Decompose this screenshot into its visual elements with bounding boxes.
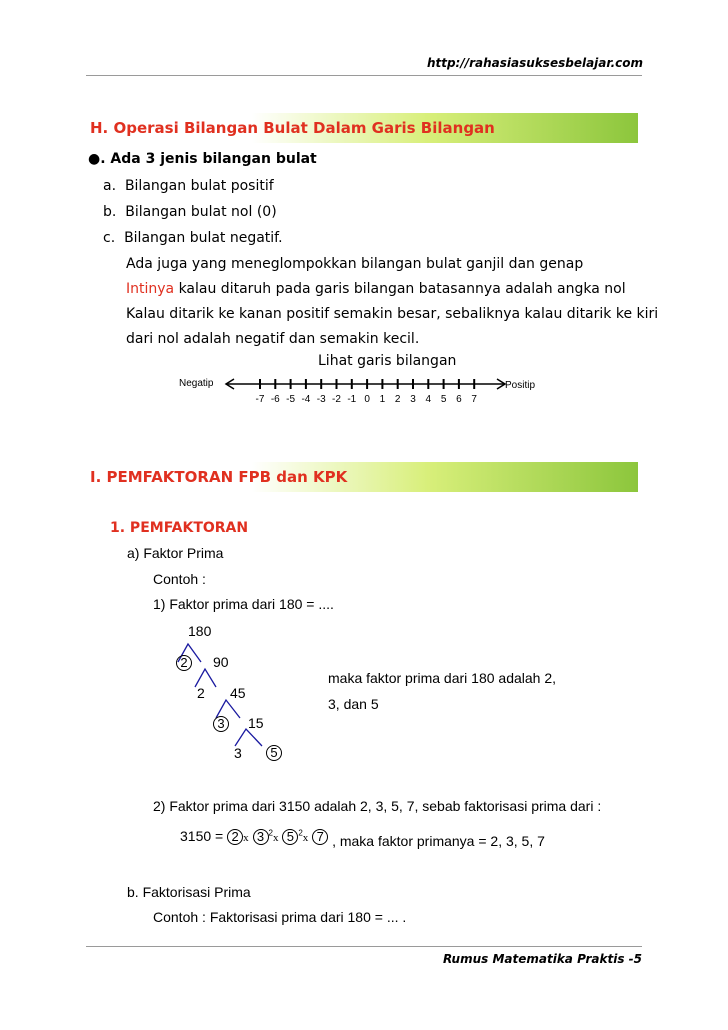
contoh-label: Contoh : — [153, 571, 206, 587]
list-item: a. Bilangan bulat positif — [103, 178, 274, 194]
number-line-tick-label: 3 — [410, 394, 416, 405]
number-line-tick-label: 7 — [471, 394, 477, 405]
paragraph-line: Kalau ditarik ke kanan positif semakin besar, sebaliknya kalau ditarik ke kiri — [126, 306, 659, 322]
bullet-icon: ● — [88, 151, 101, 167]
number-line-tick-label: 6 — [456, 394, 462, 405]
number-line-negative-label: Negatip — [179, 378, 214, 389]
number-line-tick-label: 1 — [379, 394, 386, 405]
tree-node: 2 — [197, 685, 205, 701]
tree-node: 3 — [234, 745, 242, 761]
tree-note-line2: 3, dan 5 — [328, 696, 379, 712]
header-url: http://rahasiasuksesbelajar.com — [426, 56, 643, 70]
highlight-word: Intinya — [126, 281, 175, 297]
tree-node: 180 — [188, 623, 212, 639]
tree-node-circled: 5 — [266, 744, 282, 761]
bullet-heading: ●. Ada 3 jenis bilangan bulat — [88, 151, 317, 167]
tree-node-circled: 2 — [176, 654, 192, 671]
section-h-title: H. Operasi Bilangan Bulat Dalam Garis Bilangan — [90, 119, 495, 137]
subheading-pemfaktoran: 1. PEMFAKTORAN — [110, 520, 249, 536]
number-line-tick-label: -5 — [286, 394, 296, 405]
section-i-title: I. PEMFAKTORAN FPB dan KPK — [90, 468, 348, 486]
number-line-tick-label: 5 — [440, 394, 447, 405]
number-line-tick-label: 4 — [425, 394, 432, 405]
formula-circled-factor: 3 — [253, 829, 269, 845]
tree-node-circled: 3 — [213, 715, 229, 732]
number-line-caption: Lihat garis bilangan — [318, 353, 457, 369]
number-line-tick-label: 0 — [364, 394, 370, 405]
tree-note-line1: maka faktor prima dari 180 adalah 2, — [328, 670, 557, 686]
number-line-positive-label: Positip — [505, 380, 536, 391]
paragraph-line: Intinya kalau ditaruh pada garis bilangan batasannya adalah angka nol — [126, 281, 626, 297]
paragraph-line: dari nol adalah negatif dan semakin kecil. — [126, 331, 420, 347]
number-line-tick-label: -2 — [332, 394, 341, 405]
paragraph-line: Ada juga yang meneglompokkan bilangan bulat ganjil dan genap — [126, 256, 584, 272]
list-item: b. Bilangan bulat nol (0) — [103, 204, 277, 220]
formula: 3150 = 2 x 3 $^2$x 5 $^2$x 7 , maka faktor primanya = 2, 3, 5, 7 — [180, 828, 545, 849]
subheading-faktor-prima: a) Faktor Prima — [127, 545, 224, 561]
number-line-tick-label: -4 — [301, 394, 311, 405]
example-1: 1) Faktor prima dari 180 = .... — [153, 596, 334, 612]
number-line-tick-label: -7 — [255, 394, 265, 405]
number-line-tick-label: 2 — [394, 394, 401, 405]
formula-circled-factor: 2 — [227, 829, 243, 845]
example-2: 2) Faktor prima dari 3150 adalah 2, 3, 5, 7, sebab faktorisasi prima dari : — [153, 798, 602, 814]
tree-node: 15 — [248, 715, 264, 731]
tree-node: 90 — [213, 654, 229, 670]
tree-node: 45 — [230, 685, 246, 701]
subheading-faktorisasi-prima: b. Faktorisasi Prima — [127, 884, 251, 900]
footer-text: Rumus Matematika Praktis -5 — [442, 952, 642, 966]
formula-circled-factor: 7 — [312, 829, 328, 845]
example-b: Contoh : Faktorisasi prima dari 180 = ... . — [153, 909, 407, 925]
number-line-tick-label: -1 — [347, 394, 357, 405]
footer-divider — [86, 946, 642, 947]
number-line-tick-label: -3 — [316, 394, 326, 405]
number-line-tick-label: -6 — [270, 394, 280, 405]
formula-circled-factor: 5 — [282, 829, 298, 845]
list-item: c. Bilangan bulat negatif. — [103, 230, 283, 246]
